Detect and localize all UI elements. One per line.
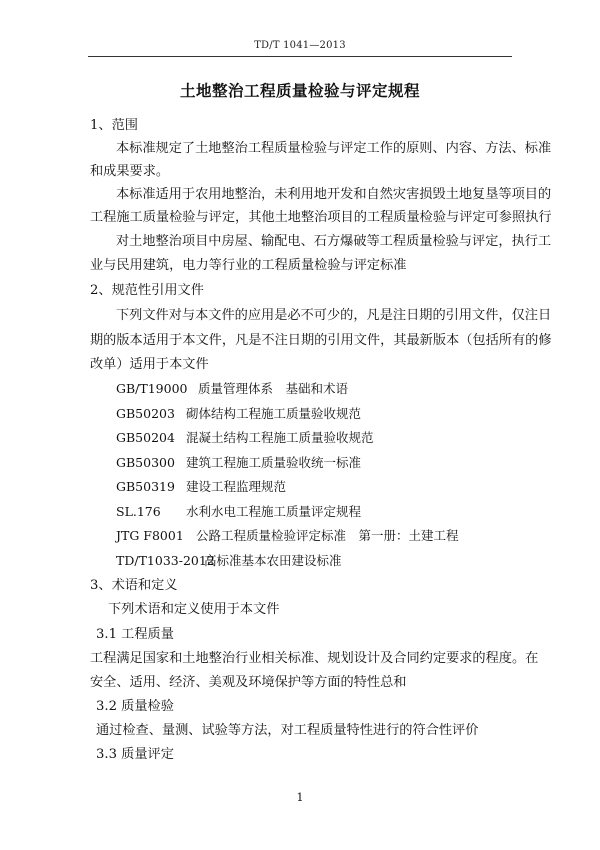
section-2-paragraph-line-2: 期的版本适用于本文件，凡是不注日期的引用文件，其最新版本（包括所有的修 [90,333,552,348]
reference-title: 建筑工程施工质量验收统一标准 [186,455,362,470]
header-divider [88,56,512,57]
term-3-2-heading: 3.2 质量检验 [96,699,174,714]
reference-title: 高标准基本农田建设标准 [204,553,342,568]
term-3-3-heading: 3.3 质量评定 [96,747,174,762]
reference-code: GB50204 [116,430,175,445]
term-3-1-definition-line-1: 工程满足国家和土地整治行业相关标准、规划设计及合同约定要求的程度。在 [90,651,539,666]
section-1-paragraph-1-line-1: 本标准规定了土地整治工程质量检验与评定工作的原则、内容、方法、标准 [116,141,552,156]
section-2-paragraph-line-3: 改单）适用于本文件 [90,357,209,372]
reference-title: 水利水电工程施工质量评定规程 [186,504,362,519]
reference-code: JTG F8001 [116,528,184,543]
reference-code: GB50203 [116,406,175,421]
reference-title: 公路工程质量检验评定标准 第一册：土建工程 [196,528,459,543]
section-1-paragraph-3-line-1: 对土地整治项目中房屋、输配电、石方爆破等工程质量检验与评定，执行工 [116,234,552,249]
section-2-paragraph-line-1: 下列文件对与本文件的应用是必不可少的，凡是注日期的引用文件，仅注日 [116,308,552,323]
reference-title: 建设工程监理规范 [186,479,287,494]
section-3-intro: 下列术语和定义使用于本文件 [108,602,280,617]
document-title: 土地整治工程质量检验与评定规程 [179,81,420,100]
reference-code: GB50300 [116,455,175,470]
reference-code: GB/T19000 [116,381,188,396]
page-number: 1 [296,791,304,804]
term-3-1-definition-line-2: 安全、适用、经济、美观及环境保护等方面的特性总和 [90,675,407,690]
reference-code: TD/T1033-2012 [116,553,215,568]
reference-title: 质量管理体系 基础和术语 [198,381,349,396]
reference-title: 砌体结构工程施工质量验收规范 [186,406,362,421]
section-1-heading: 1、范围 [90,118,138,133]
section-3-heading: 3、术语和定义 [90,578,178,593]
reference-title: 混凝土结构工程施工质量验收规范 [186,430,374,445]
section-1-paragraph-3-line-2: 业与民用建筑，电力等行业的工程质量检验与评定标准 [90,258,407,273]
running-header-code: TD/T 1041—2013 [254,40,346,51]
term-3-1-heading: 3.1 工程质量 [96,627,174,642]
reference-code: SL.176 [116,504,161,519]
section-1-paragraph-2-line-2: 工程施工质量检验与评定，其他土地整治项目的工程质量检验与评定可参照执行 [90,210,552,225]
term-3-2-definition: 通过检查、量测、试验等方法，对工程质量特性进行的符合性评价 [96,723,479,738]
reference-code: GB50319 [116,479,175,494]
section-1-paragraph-1-line-2: 和成果要求。 [90,164,170,179]
section-2-heading: 2、规范性引用文件 [90,283,204,298]
section-1-paragraph-2-line-1: 本标准适用于农用地整治，未利用地开发和自然灾害损毁土地复垦等项目的 [116,187,552,202]
